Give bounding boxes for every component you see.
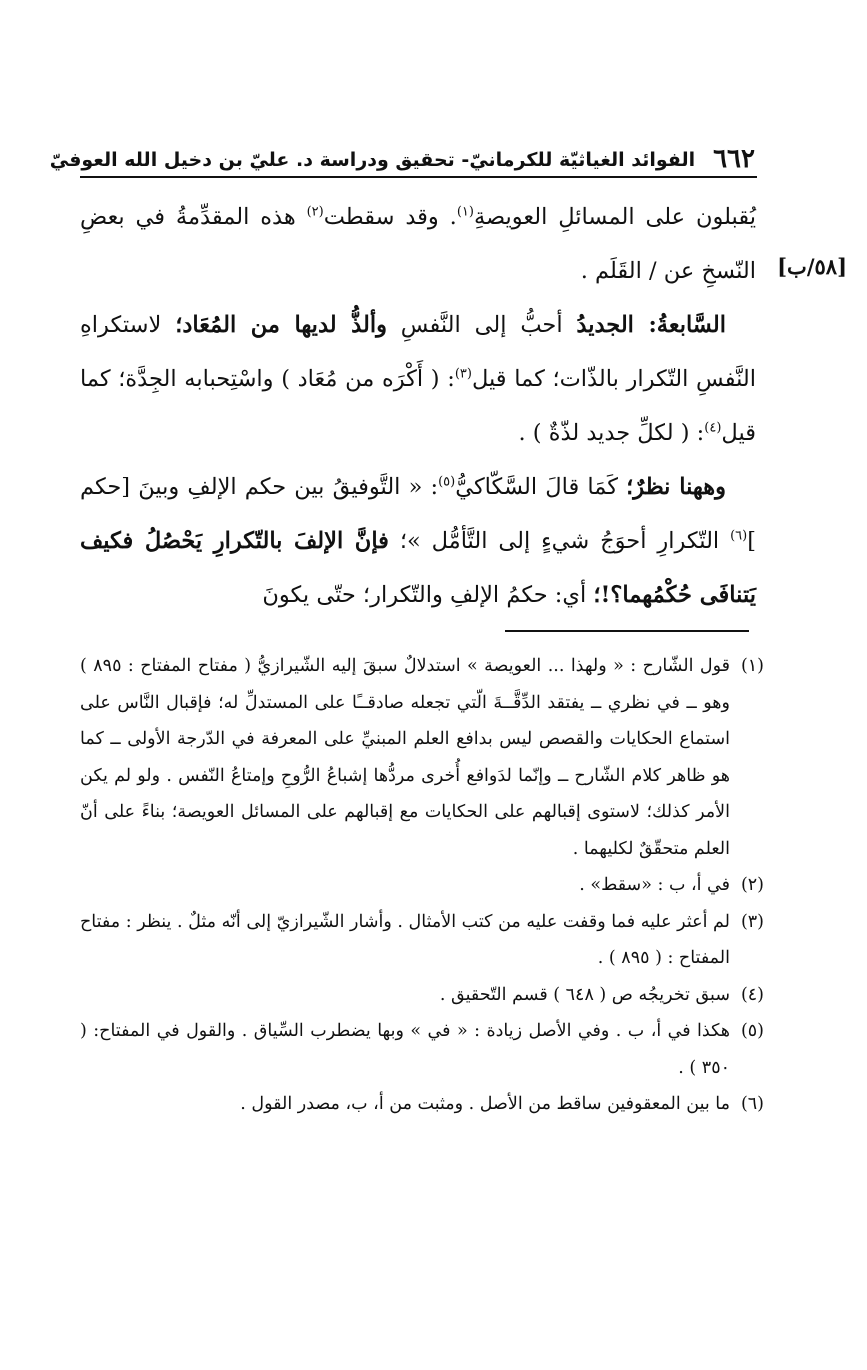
p3-text-3: التّكرارِ أحوَجُ شيءٍ إلى التَّأمُّل »؛ (388, 528, 731, 554)
footnote-number: (٣) (740, 911, 764, 932)
p3-text-2: : « التَّوفيقُ بين حكم الإلفِ وبينَ [حكم ] (80, 474, 756, 554)
p2-text-4: : ( لكلِّ جديد لذّةٌ ) . (518, 420, 705, 446)
p3-bold-2: فإنَّ الإلفَ بالتّكرارِ يَحْصُلُ فكيف يَتنافَى حُكْمُهما؟!؛ (80, 528, 756, 608)
p3-text-4: أي: حكمُ الإلفِ والتّكرار؛ حتّى يكونَ (262, 582, 594, 608)
footnote-number: (١) (740, 656, 764, 676)
footnote-ref-2: (٢) (306, 204, 324, 220)
p2-text-2: لاستكراهِ النَّفسِ التّكرار بالذّات؛ كما قيل (80, 312, 756, 392)
paragraph-3 (80, 460, 756, 622)
footnotes (80, 648, 764, 1123)
footnote-5 (80, 1013, 764, 1086)
footnote-text: لم أعثر عليه فما وقفت عليه من كتب الأمثال . وأشار الشّيرازيّ إلى أنّه مثلٌ . ينظر : مفتاح المفتاح : ( ٨٩٥ ) . (80, 911, 730, 968)
footnote-text: هكذا في أ، ب . وفي الأصل زيادة : « في » وبها يضطرب السِّياق . والقول في المفتاح: ( ٣٥٠ ) . (80, 1021, 730, 1078)
footnote-4 (80, 977, 764, 1014)
header-rule (80, 176, 757, 178)
footnote-2 (80, 867, 764, 904)
p2-text-1: أحبُّ إلى النَّفسِ (386, 312, 577, 338)
p1-text-2: . وقد سقطت (323, 204, 457, 230)
main-text (80, 190, 756, 622)
page-header (49, 128, 755, 174)
footnote-number: (٤) (740, 984, 764, 1005)
footnote-ref-1: (١) (456, 204, 474, 220)
p3-text-1: كَمَا قالَ السَّكّاكيُّ (455, 474, 627, 500)
p2-bold-2: وألذُّ لديها من المُعَاد؛ (175, 312, 387, 338)
p1-text-3: هذه المقدِّمةُ في بعضِ النّسخِ عن / القَلَم . (80, 204, 756, 284)
paragraph-1 (80, 190, 756, 298)
footnote-1 (80, 648, 764, 867)
footnote-text: في أ، ب : «سقط» . (579, 875, 730, 895)
manuscript-folio-marker: [٥٨/ب] (777, 254, 847, 279)
footnote-number: (٦) (740, 1094, 764, 1114)
footnote-6 (80, 1086, 764, 1123)
footnote-text: ما بين المعقوفين ساقط من الأصل . ومثبت من أ، ب، مصدر القول . (240, 1094, 730, 1114)
p2-text-3: : ( أَكْرَه من مُعَاد ) واسْتِحبابه الجِدَّة؛ كما قيل (80, 366, 756, 446)
p3-bold-1: وههنا نظرٌ؛ (626, 474, 727, 500)
footnote-separator (505, 630, 749, 632)
footnote-ref-5: (٥) (438, 474, 456, 490)
footnote-ref-6: (٦) (730, 528, 748, 544)
footnote-ref-4: (٤) (704, 420, 722, 436)
footnote-ref-3: (٣) (454, 366, 472, 382)
footnote-text: سبق تخريجُه ص ( ٦٤٨ ) قسم التّحقيق . (439, 984, 730, 1005)
p1-text-1: يُقبلون على المسائلِ العويصةِ (473, 204, 756, 230)
page-number: ٦٦٢ (713, 144, 755, 174)
footnote-number: (٥) (740, 1021, 764, 1041)
paragraph-2 (80, 298, 756, 460)
footnote-3 (80, 904, 764, 977)
footnote-text: قول الشّارح : « ولهذا ... العويصة » استدلالٌ سبقَ إليه الشّيرازيُّ ( مفتاح المفتاح : ٨٩٥ ) وهو ــ في نظري ــ يفتقد الدِّقَّــةَ الّتي تجعله صادقــًا على المستدلِّ له؛ فإقبال النَّاس على استماع الحكايات والقصص ليس بدافع العلم المبنيِّ على المعرفة في الدّرجة الأولى ــ كما هو ظاهر كلام الشّارح ــ وإنّما لدَوافع أُخرى مردُّها إشباعُ الرُّوحِ وإمتاعُ النّفس . ولو لم يكن الأمر كذلك؛ لاستوى إقبالهم على الحكايات مع إقبالهم على المسائل العويصة؛ بناءً على أنّ العلم متحقّقٌ لكليهما . (80, 656, 731, 859)
footnote-number: (٢) (740, 875, 764, 895)
p2-bold-1: السَّابعةُ: الجديدُ (576, 312, 726, 338)
running-title: الفوائد الغياثيّة للكرمانيّ- تحقيق ودراسة د. عليّ بن دخيل الله العوفيّ (49, 149, 696, 172)
